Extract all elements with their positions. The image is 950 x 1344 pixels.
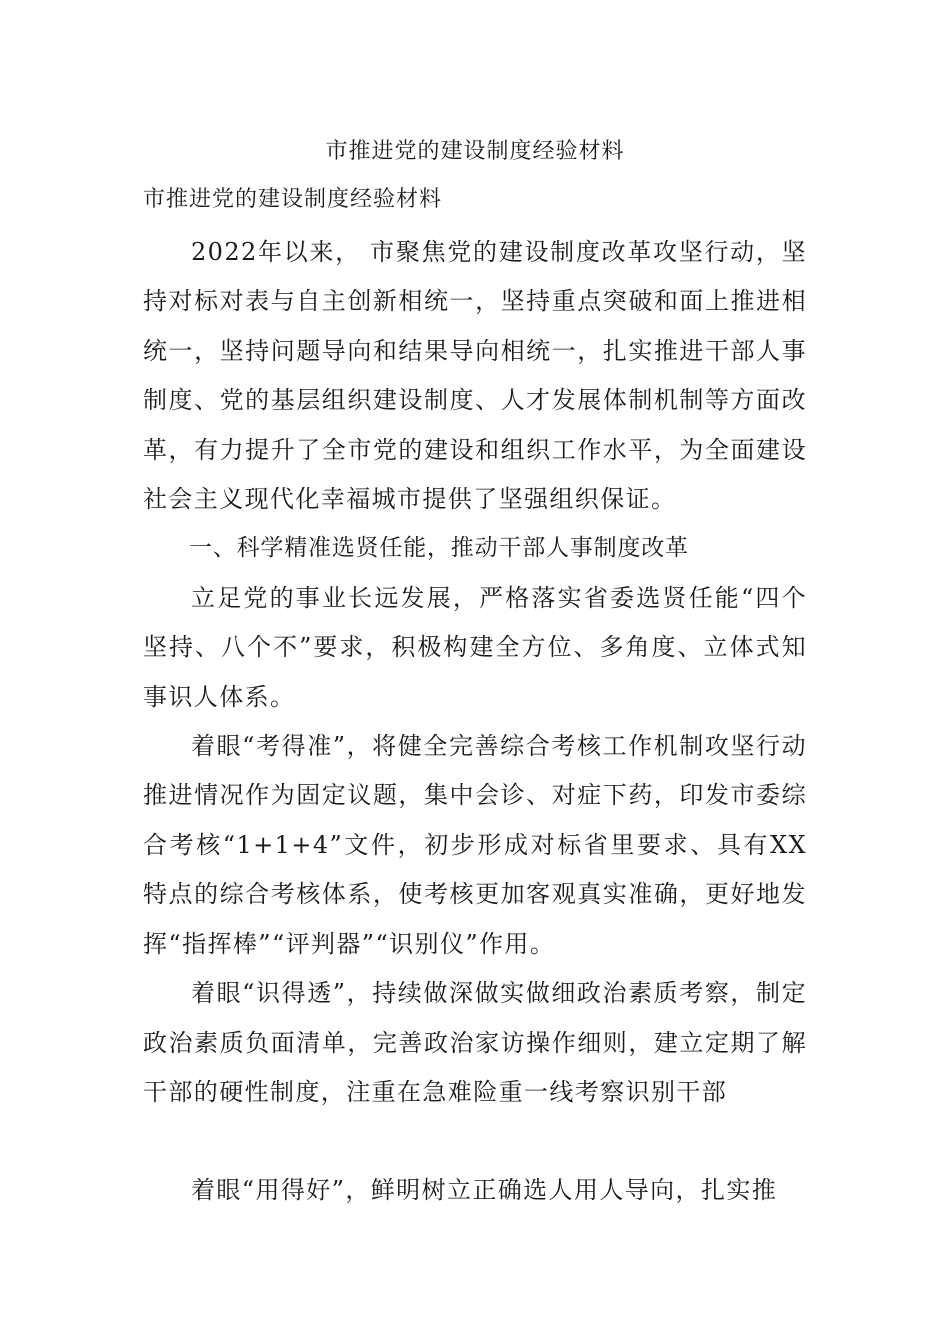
paragraph-shidetou: 着眼“识得透”，持续做深做实做细政治素质考察，制定政治素质负面清单，完善政治家访操作细则，建立定期了解干部的硬性制度，注重在急难险重一线考察识别干部 <box>143 979 807 1106</box>
paragraph-kaodezhun: 着眼“考得准”，将健全完善综合考核工作机制攻坚行动推进情况作为固定议题，集中会诊、对症下药，印发市委综合考核“1+1+4”文件，初步形成对标省里要求、具有XX特点的综合考核体系，使考核更加客观真实准确，更好地发挥“指挥棒”“评判器”“识别仪”作用。 <box>143 732 807 958</box>
section-heading: 一、科学精准选贤任能，推动干部人事制度改革 <box>189 535 689 562</box>
paragraph-section-intro: 立足党的事业长远发展，严格落实省委选贤任能“四个坚持、八个不”要求，积极构建全方位、多角度、立体式知事识人体系。 <box>143 583 807 711</box>
paragraph-yongdehao: 着眼“用得好”，鲜明树立正确选人用人导向，扎实推 <box>191 1176 778 1205</box>
document-body <box>143 228 807 1216</box>
document-title: 市推进党的建设制度经验材料 <box>325 139 625 164</box>
document-subtitle: 市推进党的建设制度经验材料 <box>143 187 443 212</box>
paragraph-intro: 2022年以来， 市聚焦党的建设制度改革攻坚行动，坚持对标对表与自主创新相统一，坚持重点突破和面上推进相统一，坚持问题导向和结果导向相统一，扎实推进干部人事制度、党的基层组织建设制度、人才发展体制机制等方面改革，有力提升了全市党的建设和组织工作水平，为全面建设社会主义现代化幸福城市提供了坚强组织保证。 <box>143 238 807 514</box>
